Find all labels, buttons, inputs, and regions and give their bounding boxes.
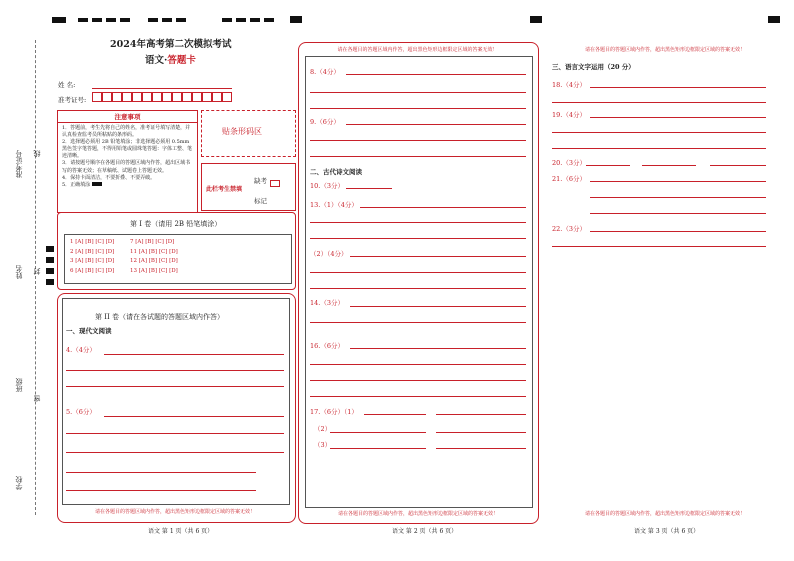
position-mark — [530, 16, 542, 23]
q17c-label: （3） — [314, 441, 332, 449]
position-mark — [120, 18, 130, 22]
position-mark — [222, 18, 232, 22]
side-mark — [46, 268, 54, 274]
subject-title — [145, 52, 196, 66]
q5-label: 5.（6分） — [66, 408, 96, 416]
position-mark — [162, 18, 172, 22]
warning-text: 请在各题目的答题区域内作答，超出黑色矩形边框限定区域的答案无效！ — [584, 511, 745, 517]
page2-footer: 语文 第 2 页（共 6 页） — [392, 528, 458, 535]
mark-label: 标记 — [254, 197, 267, 205]
position-mark — [106, 18, 116, 22]
answer-line[interactable] — [104, 416, 284, 417]
warning-text: 请在各题目的答题区域内作答，超出黑色矩形边框限定区域的答案无效！ — [94, 509, 255, 515]
exam-title: 2024年高考第二次模拟考试 — [110, 39, 232, 50]
answer-line[interactable] — [66, 370, 284, 371]
name-label: 姓 名: — [58, 81, 76, 89]
answer-line[interactable] — [310, 380, 526, 381]
answer-line[interactable] — [66, 433, 284, 434]
answer-line[interactable] — [350, 348, 526, 349]
section1-title: 一、现代文阅读 — [66, 327, 112, 335]
answer-line[interactable] — [310, 396, 526, 397]
answer-line[interactable] — [364, 414, 426, 415]
notice-box — [57, 110, 198, 213]
page3-footer: 语文 第 3 页（共 6 页） — [634, 528, 700, 535]
side-mark — [46, 279, 54, 285]
side-mark — [46, 246, 54, 252]
title-dot: · — [164, 55, 168, 66]
notice-item: 2．选择题必须用 2B 铅笔填涂；非选择题必须用 0.5mm 黑色签字笔答题，不得用铅笔或圆珠笔答题：字体工整、笔迹清晰。 — [62, 139, 193, 160]
position-mark — [290, 16, 302, 23]
notice-item: 3．请按题号顺序在各题目的答题区域内作答，超出区域书写的答案无效；在草稿纸、试题卷上答题无效。 — [62, 160, 191, 174]
q8-label: 8.（4分） — [310, 68, 340, 76]
answer-line[interactable] — [350, 256, 526, 257]
notice-item: 5．正确填涂 — [62, 182, 193, 189]
answer-line[interactable] — [310, 238, 526, 239]
side-class-label: 班级 — [15, 378, 23, 392]
q16-label: 16.（6分） — [310, 342, 344, 350]
position-mark — [176, 18, 186, 22]
q18-label: 18.（4分） — [552, 81, 586, 89]
answer-line[interactable] — [310, 322, 526, 323]
position-mark — [78, 18, 88, 22]
q19-label: 19.（4分） — [552, 111, 586, 119]
answer-line[interactable] — [350, 306, 526, 307]
answer-card-label: 答题卡 — [167, 55, 196, 66]
answer-line[interactable] — [310, 108, 526, 109]
answer-line[interactable] — [66, 472, 256, 473]
part1-title: 第 I 卷（请用 2B 铅笔填涂） — [130, 220, 222, 228]
q14-label: 14.（3分） — [310, 299, 344, 307]
answer-line[interactable] — [310, 272, 526, 273]
position-mark — [250, 18, 260, 22]
page1-footer: 语文 第 1 页（共 6 页） — [148, 528, 214, 535]
answer-line[interactable] — [66, 452, 284, 453]
answer-line[interactable] — [590, 117, 766, 118]
binding-line — [35, 40, 36, 515]
answer-line[interactable] — [710, 165, 766, 166]
q10-label: 10.（3分） — [310, 182, 344, 190]
side-school-label: 学校 — [15, 476, 23, 490]
position-mark — [236, 18, 246, 22]
part2-title: 第 II 卷（请在各试题的答题区域内作答） — [95, 313, 224, 321]
answer-line[interactable] — [310, 222, 526, 223]
choice-row[interactable]: 2 [A] [B] [C] [D] 11 [A] [B] [C] [D] — [70, 248, 178, 255]
name-field[interactable] — [92, 88, 232, 89]
q20-label: 20.（3分） — [552, 159, 586, 167]
position-mark — [52, 17, 66, 23]
answer-line[interactable] — [360, 207, 526, 208]
section3-title: 三、语言文字运用（20 分） — [552, 63, 635, 71]
answer-line[interactable] — [346, 124, 526, 125]
absent-label: 缺考 — [254, 177, 267, 185]
answer-line[interactable] — [310, 92, 526, 93]
q17b-label: （2） — [314, 425, 332, 433]
forbid-label: 此栏考生禁填 — [206, 186, 243, 193]
notice-title: 注意事项 — [58, 111, 197, 123]
answer-line[interactable] — [552, 148, 766, 149]
answer-line[interactable] — [642, 165, 696, 166]
answer-line[interactable] — [552, 246, 766, 247]
choice-grid — [70, 238, 178, 276]
position-mark — [148, 18, 158, 22]
q13-label: 13.（1）（4分） — [310, 201, 358, 209]
answer-line[interactable] — [436, 432, 526, 433]
q13b-label: （2）（4分） — [310, 250, 348, 258]
answer-line[interactable] — [310, 288, 526, 289]
answer-line[interactable] — [590, 181, 766, 182]
notice-item: 4．保持卡面清洁，不要折叠、不要弄破。 — [62, 174, 156, 181]
id-label: 准考证号: — [58, 96, 87, 104]
answer-line[interactable] — [590, 197, 766, 198]
q21-label: 21.（6分） — [552, 175, 586, 183]
answer-line[interactable] — [66, 490, 256, 491]
answer-line[interactable] — [310, 140, 526, 141]
answer-line[interactable] — [586, 165, 630, 166]
choice-row[interactable]: 1 [A] [B] [C] [D] 7 [A] [B] [C] [D] — [70, 239, 175, 245]
answer-line[interactable] — [552, 132, 766, 133]
side-mark — [46, 257, 54, 263]
q17-label: 17.（6分）（1） — [310, 408, 358, 416]
position-mark — [264, 18, 274, 22]
answer-line[interactable] — [346, 188, 392, 189]
notice-item: 1．答题前，考生先将自己的姓名，准考证号填写清楚，并认真检查监考员所粘贴的条形码。 — [62, 125, 191, 139]
side-line-label: 线 — [33, 150, 41, 157]
id-boxes[interactable] — [92, 92, 232, 102]
side-name-label: 姓名 — [15, 265, 23, 279]
answer-line[interactable] — [330, 432, 426, 433]
absent-checkbox[interactable] — [270, 180, 280, 187]
answer-line[interactable] — [436, 448, 526, 449]
side-seal-label: 封 — [33, 268, 41, 275]
answer-line[interactable] — [104, 354, 284, 355]
section2-title: 二、古代诗文阅读 — [310, 168, 362, 176]
warning-text: 请在各题目的答题区域内作答，超出黑色矩形边框限定区域的答案无效！ — [337, 511, 498, 517]
warning-text: 请在各题目的答题区域内作答，超出黑色矩形边框限定区域的答案无效！ — [337, 47, 498, 53]
answer-line[interactable] — [552, 102, 766, 103]
choice-row[interactable]: 3 [A] [B] [C] [D] 12 [A] [B] [C] [D] — [70, 258, 178, 264]
q4-label: 4.（4分） — [66, 346, 96, 354]
answer-line[interactable] — [590, 87, 766, 88]
q9-label: 9.（6分） — [310, 118, 340, 126]
answer-line[interactable] — [590, 213, 766, 214]
answer-line[interactable] — [436, 414, 526, 415]
q22-label: 22.（3分） — [552, 225, 586, 233]
answer-line[interactable] — [590, 231, 766, 232]
choice-row[interactable]: 6 [A] [B] [C] [D] 13 [A] [B] [C] [D] — [70, 267, 178, 274]
position-mark — [92, 18, 102, 22]
warning-text: 请在各题目的答题区域内作答，超出黑色矩形边框限定区域的答案无效！ — [584, 47, 745, 53]
answer-line[interactable] — [310, 364, 526, 365]
answer-line[interactable] — [66, 386, 284, 387]
subject-label: 语文 — [145, 55, 165, 66]
answer-line[interactable] — [346, 74, 526, 75]
answer-line[interactable] — [330, 448, 426, 449]
position-mark — [768, 16, 780, 23]
side-id-label: 准考证号 — [15, 150, 23, 178]
barcode-label: 贴条形码区 — [222, 127, 262, 136]
side-dense-label: 密 — [33, 395, 41, 402]
answer-line[interactable] — [310, 156, 526, 157]
